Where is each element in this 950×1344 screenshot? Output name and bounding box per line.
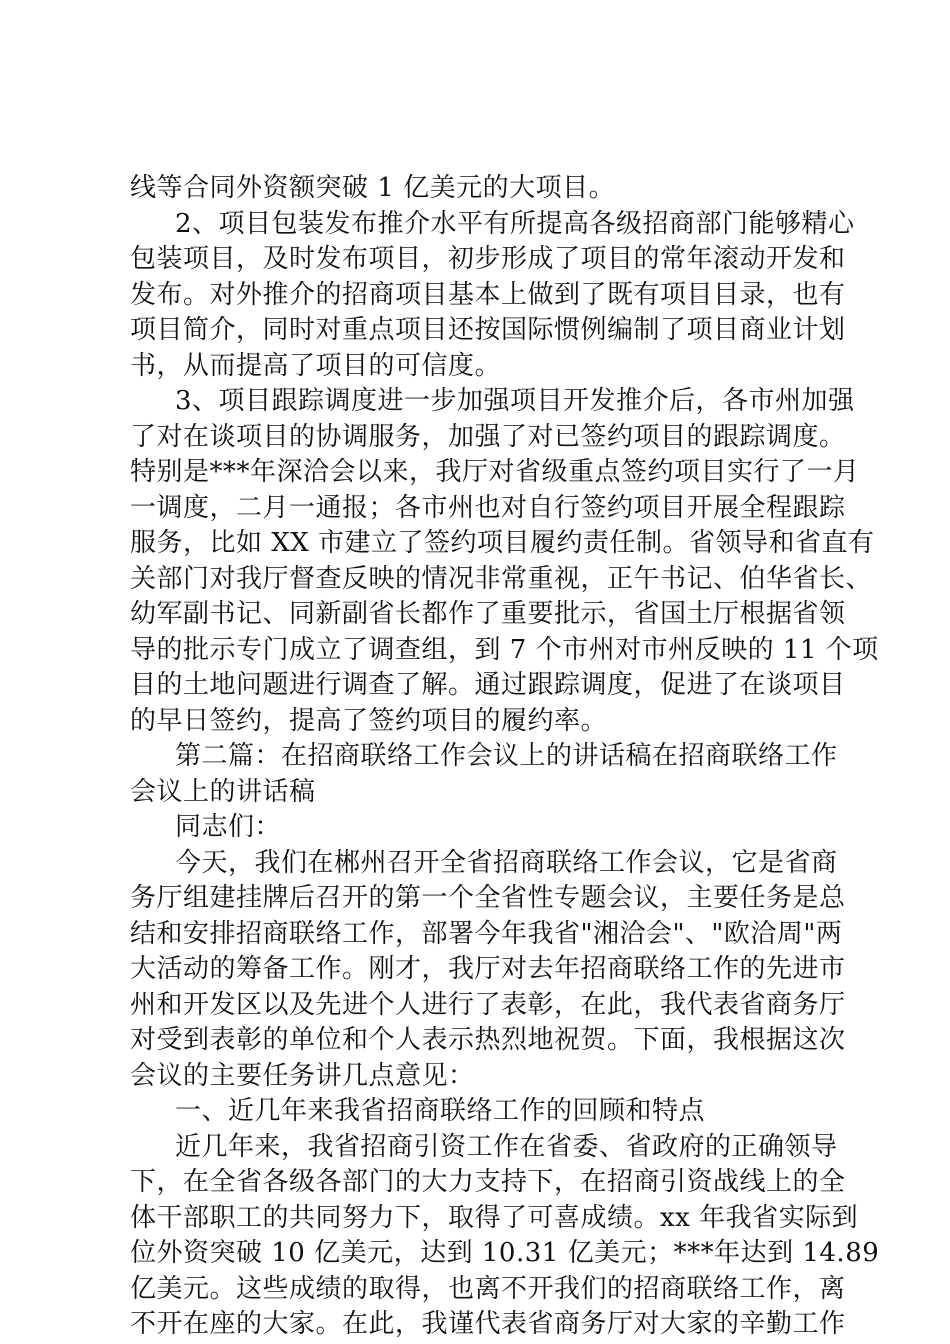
text-line: 州和开发区以及先进个人进行了表彰，在此，我代表省商务厅 bbox=[130, 990, 846, 1020]
text-line: 大活动的筹备工作。刚才，我厅对去年招商联络工作的先进市 bbox=[130, 954, 846, 984]
text-line: 不开在座的大家。在此，我谨代表省商务厅对大家的辛勤工作 bbox=[130, 1309, 846, 1339]
text-line: 书，从而提高了项目的可信度。 bbox=[130, 351, 502, 381]
section-heading: 第二篇：在招商联络工作会议上的讲话稿在招商联络工作 bbox=[175, 741, 838, 771]
text-line: 结和安排招商联络工作，部署今年我省"湘洽会"、"欧洽周"两 bbox=[130, 919, 843, 949]
text-line: 对受到表彰的单位和个人表示热烈地祝贺。下面，我根据这次 bbox=[130, 1025, 846, 1055]
text-line: 下，在全省各级各部门的大力支持下，在招商引资战线上的全 bbox=[130, 1167, 846, 1197]
text-line: 位外资突破 10 亿美元，达到 10.31 亿美元；***年达到 14.89 bbox=[130, 1238, 880, 1268]
text-line: 项目简介，同时对重点项目还按国际惯例编制了项目商业计划 bbox=[130, 315, 846, 345]
text-line: 2、项目包装发布推介水平有所提高各级招商部门能够精心 bbox=[175, 209, 855, 239]
text-line: 今天，我们在郴州召开全省招商联络工作会议，它是省商 bbox=[175, 848, 838, 878]
text-line: 近几年来，我省招商引资工作在省委、省政府的正确领导 bbox=[175, 1132, 838, 1162]
section-heading: 会议上的讲话稿 bbox=[130, 777, 316, 807]
salutation: 同志们： bbox=[175, 812, 282, 842]
text-line: 亿美元。这些成绩的取得，也离不开我们的招商联络工作，离 bbox=[130, 1274, 846, 1304]
text-line: 3、项目跟踪调度进一步加强项目开发推介后，各市州加强 bbox=[175, 386, 855, 416]
text-line: 体干部职工的共同努力下，取得了可喜成绩。xx 年我省实际到 bbox=[130, 1203, 859, 1233]
text-line: 服务，比如 XX 市建立了签约项目履约责任制。省领导和省直有 bbox=[130, 528, 875, 558]
text-line: 了对在谈项目的协调服务，加强了对已签约项目的跟踪调度。 bbox=[130, 422, 846, 452]
text-line: 幼军副书记、同新副省长都作了重要批示，省国土厅根据省领 bbox=[130, 599, 846, 629]
text-line: 会议的主要任务讲几点意见： bbox=[130, 1061, 475, 1091]
text-line: 包装项目，及时发布项目，初步形成了项目的常年滚动开发和 bbox=[130, 244, 846, 274]
text-line: 特别是***年深洽会以来，我厅对省级重点签约项目实行了一月 bbox=[130, 457, 860, 487]
text-line: 关部门对我厅督查反映的情况非常重视，正午书记、伯华省长、 bbox=[130, 564, 873, 594]
subheading: 一、近几年来我省招商联络工作的回顾和特点 bbox=[175, 1096, 706, 1126]
text-line: 目的土地问题进行调查了解。通过跟踪调度，促进了在谈项目 bbox=[130, 670, 846, 700]
text-line: 导的批示专门成立了调查组，到 7 个市州对市州反映的 11 个项 bbox=[130, 635, 879, 665]
text-line: 务厅组建挂牌后召开的第一个全省性专题会议，主要任务是总 bbox=[130, 883, 846, 913]
text-line: 发布。对外推介的招商项目基本上做到了既有项目目录，也有 bbox=[130, 280, 846, 310]
text-line: 线等合同外资额突破 1 亿美元的大项目。 bbox=[130, 173, 616, 203]
text-line: 的早日签约，提高了签约项目的履约率。 bbox=[130, 706, 608, 736]
text-line: 一调度，二月一通报；各市州也对自行签约项目开展全程跟踪 bbox=[130, 493, 846, 523]
